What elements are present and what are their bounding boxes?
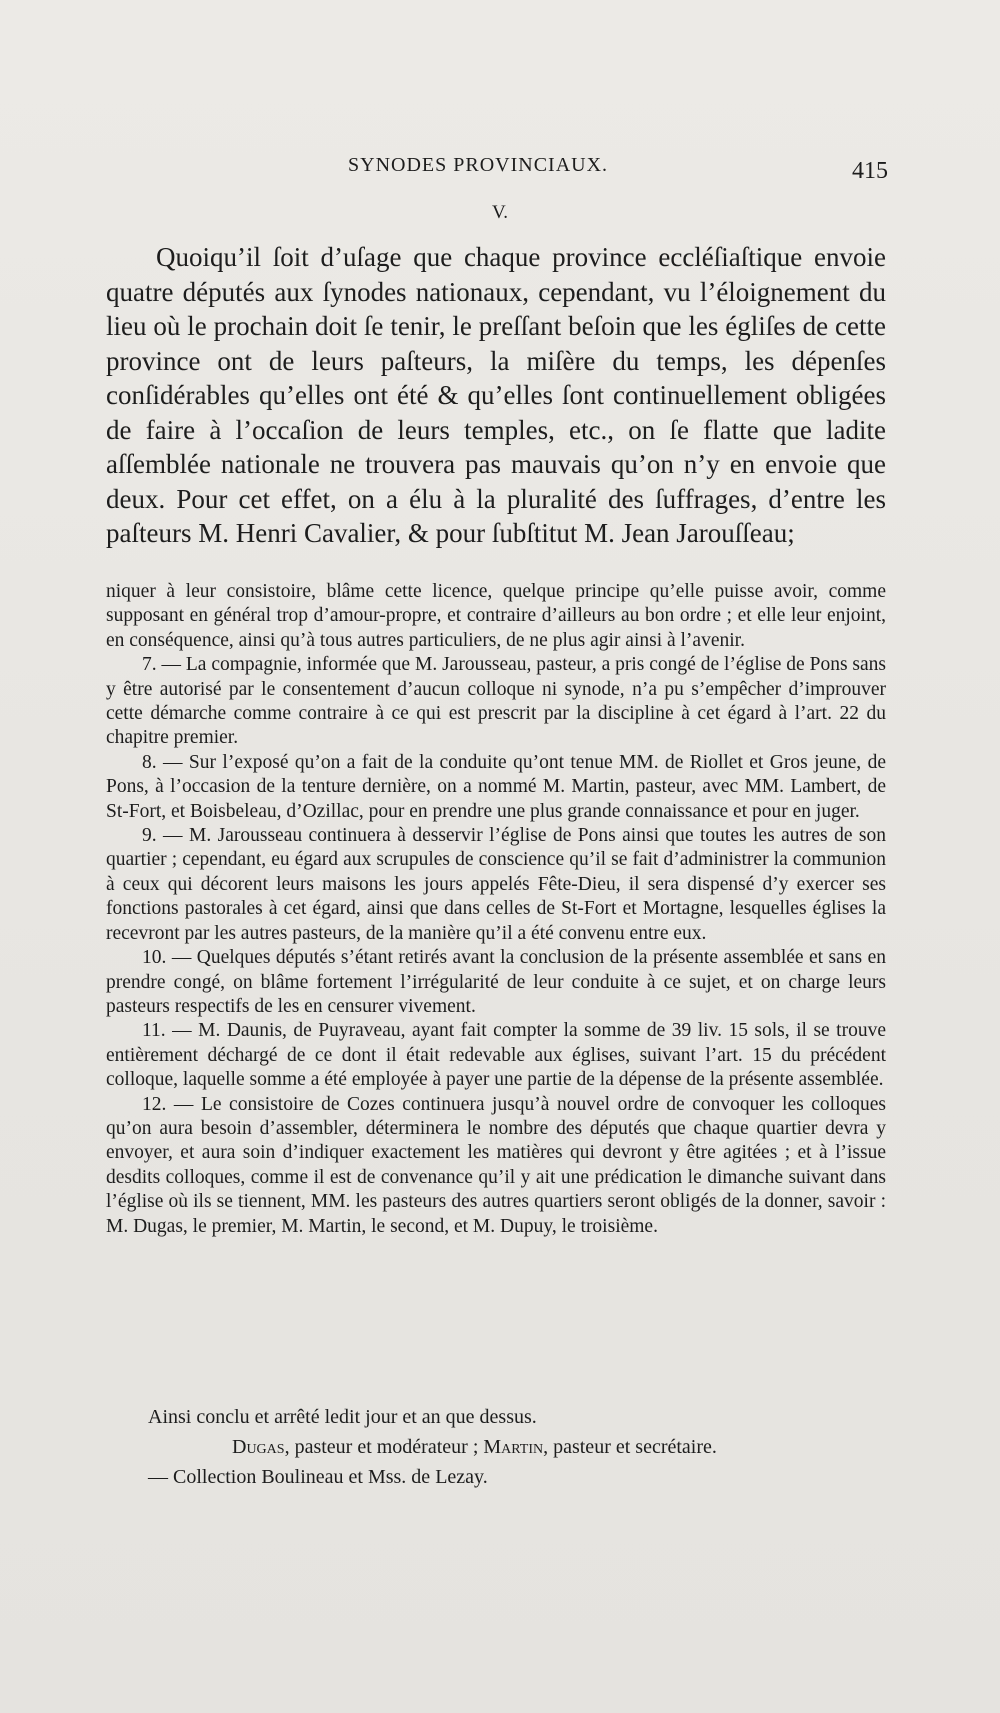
signature-line bbox=[106, 1432, 886, 1462]
main-text bbox=[106, 240, 886, 551]
notes bbox=[106, 580, 886, 1239]
signature-name: Dugas bbox=[232, 1436, 285, 1458]
running-head bbox=[108, 154, 888, 184]
section-number: V. bbox=[491, 202, 509, 223]
conclusion-line: Ainsi conclu et arrêté ledit jour et an que dessus. bbox=[148, 1406, 537, 1428]
note-paragraph: 7. — La compagnie, informée que M. Jarousseau, pasteur, a pris congé de l’église de Pons sans y être autorisé par le consentement d’aucun colloque ni synode, n’a pu s’empêcher d’improuver cette démarche comme contraire à ce qui est prescrit par la discipline à cet égard à l’art. 22 du chapitre premier. bbox=[106, 654, 886, 749]
source-line: — Collection Boulineau et Mss. de Lezay. bbox=[148, 1466, 488, 1488]
page-number: 415 bbox=[852, 158, 888, 184]
signature-role: , pasteur et secrétaire. bbox=[543, 1436, 717, 1458]
main-paragraph: Quoiqu’il ſoit d’uſage que chaque province eccléſiaſtique envoie quatre députés aux ſynodes nationaux, cependant, vu l’éloignement du lieu où le prochain doit ſe tenir, le preſſant beſoin que les égliſes de cette province ont de leurs paſteurs, la miſère du temps, les dépenſes conſidérables qu’elles ont été & qu’elles ſont continuellement obligées de faire à l’occaſion de leurs temples, etc., on ſe flatte que ladite aſſemblée nationale ne trouvera pas mauvais qu’on n’y en envoie que deux. Pour cet effet, on a élu à la pluralité des ſuffrages, d’entre les paſteurs M. Henri Cavalier, & pour ſubſtitut M. Jean Jarouſſeau; bbox=[106, 242, 886, 548]
running-title: SYNODES PROVINCIAUX. bbox=[348, 154, 609, 176]
closing bbox=[106, 1402, 886, 1492]
note-paragraph: 9. — M. Jarousseau continuera à desservir l’église de Pons ainsi que toutes les autres de son quartier ; cependant, eu égard aux scrupules de conscience qu’il se fait d’administrer la communion à ceux qui décorent leurs maisons les jours appelés Fête-Dieu, il sera dispensé d’y exercer ses fonctions pastorales à cet égard, ainsi que dans celles de St-Fort et Mortagne, lesquelles églises la recevront par les autres pasteurs, de la manière qu’il a été convenu entre eux. bbox=[106, 825, 886, 944]
note-paragraph: 10. — Quelques députés s’étant retirés avant la conclusion de la présente assemblée et sans en prendre congé, on blâme fortement l’irrégularité de leur conduite à ce sujet, et on charge leurs pasteurs respectifs de les en censurer vivement. bbox=[106, 947, 886, 1017]
signature-role: , pasteur et modérateur ; bbox=[284, 1436, 484, 1458]
signature-name: Martin bbox=[483, 1436, 544, 1458]
note-paragraph: 11. — M. Daunis, de Puyraveau, ayant fait compter la somme de 39 liv. 15 sols, il se trouve entièrement déchargé de ce dont il était redevable aux églises, suivant l’art. 15 du précédent colloque, laquelle somme a été employée à payer une partie de la dépense de la présente assemblée. bbox=[106, 1020, 886, 1091]
note-paragraph: 8. — Sur l’exposé qu’on a fait de la conduite qu’ont tenue MM. de Riollet et Gros jeune, de Pons, à l’occasion de la tenture dernière, on a nommé M. Martin, pasteur, avec MM. Lambert, de St-Fort, et Boisbeleau, d’Ozillac, pour en prendre une plus grande connaissance et pour en juger. bbox=[106, 751, 886, 822]
note-paragraph: niquer à leur consistoire, blâme cette licence, quelque principe qu’elle puisse avoir, comme supposant en général trop d’amour-propre, et contraire d’ailleurs au bon ordre ; et elle leur enjoint, en conséquence, ainsi qu’à tous autres particuliers, de ne plus agir ainsi à l’avenir. bbox=[106, 581, 886, 651]
note-paragraph: 12. — Le consistoire de Cozes continuera jusqu’à nouvel ordre de convoquer les colloques qu’on aura besoin d’assembler, déterminera le nombre des députés que chaque quartier devra y envoyer, et aura soin d’indiquer exactement les matières qui devront y être agitées ; et à l’issue desdits colloques, comme il est de convenance qu’il y ait une prédication le dimanche suivant dans l’église où ils se tiennent, MM. les pasteurs des autres quartiers seront obligés de la donner, savoir : M. Dugas, le premier, M. Martin, le second, et M. Dupuy, le troisième. bbox=[106, 1093, 886, 1237]
